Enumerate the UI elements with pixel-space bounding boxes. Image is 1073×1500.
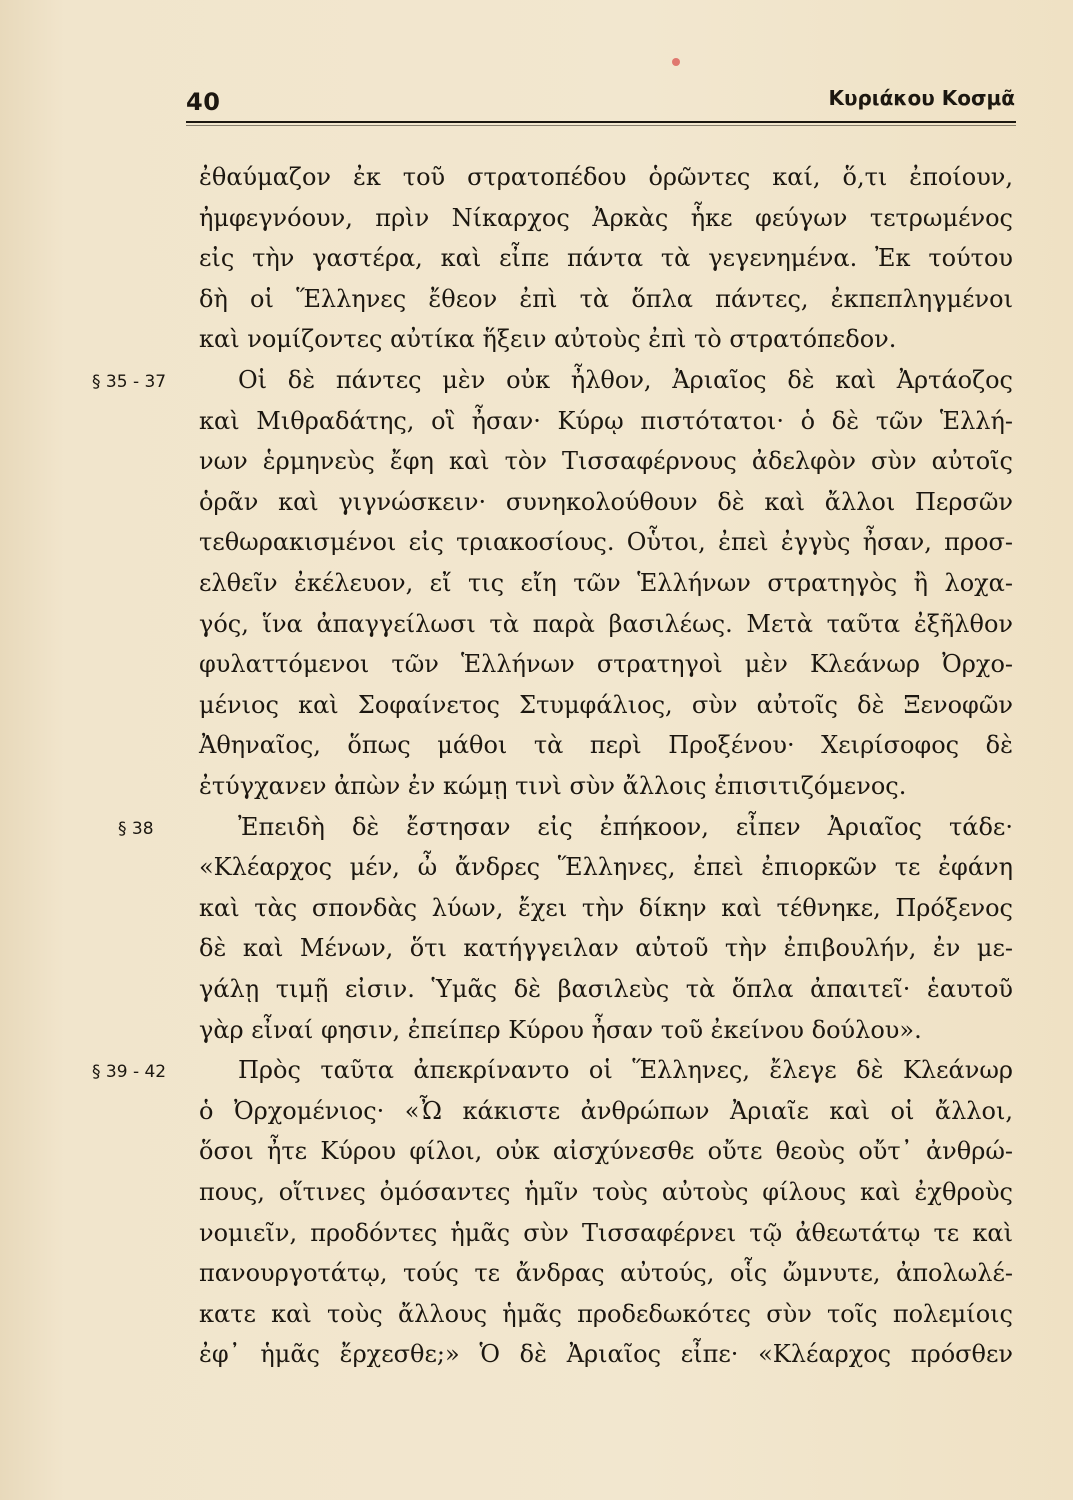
- text-line: τεθωρακισμένοι εἰς τριακοσίους. Οὗτοι, ἐπεὶ ἐγγὺς ἦσαν, προσ-: [199, 528, 1013, 557]
- text-line: Ἐπειδὴ δὲ ἔστησαν εἰς ἐπήκοον, εἶπεν Ἀριαῖος τάδε·: [238, 812, 1013, 841]
- text-line: «Κλέαρχος μέν, ὦ ἄνδρες Ἕλληνες, ἐπεὶ ἐπιορκῶν τε ἐφάνη: [199, 853, 1013, 882]
- text-line: ελθεῖν ἐκέλευον, εἴ τις εἴη τῶν Ἑλλήνων στρατηγὸς ἢ λοχα-: [199, 569, 1013, 597]
- text-line: ὁρᾶν καὶ γιγνώσκειν· συνηκολούθουν δὲ καὶ ἄλλοι Περσῶν: [199, 487, 1013, 516]
- text-line: δὴ οἱ Ἕλληνες ἔθεον ἐπὶ τὰ ὅπλα πάντες, ἐκπεπληγμένοι: [199, 284, 1013, 313]
- text-line: Ἀθηναῖος, ὅπως μάθοι τὰ περὶ Προξένου· Χειρίσοφος δὲ: [199, 731, 1013, 760]
- text-line: καὶ τὰς σπονδὰς λύων, ἔχει τὴν δίκην καὶ τέθνηκε, Πρόξενος: [199, 893, 1013, 922]
- text-line: ὁ Ὀρχομένιος· «Ὦ κάκιστε ἀνθρώπων Ἀριαῖε καὶ οἱ ἄλλοι,: [199, 1096, 1013, 1125]
- text-line: Οἱ δὲ πάντες μὲν οὐκ ἦλθον, Ἀριαῖος δὲ καὶ Ἀρτάοζος: [238, 366, 1013, 394]
- text-line: πανουργοτάτῳ, τούς τε ἄνδρας αὐτούς, οἷς ὤμνυτε, ἀπολωλέ-: [199, 1259, 1013, 1288]
- text-line: νων ἑρμηνεὺς ἔφη καὶ τὸν Τισσαφέρνους ἀδελφὸν σὺν αὐτοῖς: [199, 447, 1013, 476]
- text-line: ὅσοι ἦτε Κύρου φίλοι, οὐκ αἰσχύνεσθε οὔτε θεοὺς οὔτ᾽ ἀνθρώ-: [199, 1137, 1013, 1166]
- text-line: γὰρ εἶναί φησιν, ἐπείπερ Κύρου ἦσαν τοῦ ἐκείνου δούλου».: [199, 1015, 922, 1044]
- text-line: κατε καὶ τοὺς ἄλλους ἡμᾶς προδεδωκότες σὺν τοῖς πολεμίοις: [199, 1299, 1013, 1328]
- text-line: Πρὸς ταῦτα ἀπεκρίναντο οἱ Ἕλληνες, ἔλεγε δὲ Κλεάνωρ: [238, 1056, 1013, 1085]
- text-line: μένιος καὶ Σοφαίνετος Στυμφάλιος, σὺν αὐτοῖς δὲ Ξενοφῶν: [199, 690, 1013, 719]
- text-line: ἐθαύμαζον ἐκ τοῦ στρατοπέδου ὁρῶντες καί, ὅ,τι ἐποίουν,: [199, 163, 1013, 191]
- text-line: καὶ Μιθραδάτης, οἳ ἦσαν· Κύρῳ πιστότατοι· ὁ δὲ τῶν Ἑλλή-: [199, 406, 1013, 435]
- header-rule-secondary: [186, 125, 1016, 126]
- text-line: ἠμφεγνόουν, πρὶν Νίκαρχος Ἀρκὰς ἧκε φεύγων τετρωμένος: [199, 203, 1013, 232]
- running-head: Κυριάκου Κοσμᾶ: [828, 86, 1015, 110]
- text-line: ἐφ᾽ ἡμᾶς ἔρχεσθε;» Ὁ δὲ Ἀριαῖος εἶπε· «Κλέαρχος πρόσθεν: [199, 1340, 1013, 1369]
- section-ref: § 35 - 37: [92, 372, 167, 392]
- section-ref: § 38: [118, 818, 154, 839]
- red-ink-dot: [672, 58, 680, 66]
- text-line: φυλαττόμενοι τῶν Ἑλλήνων στρατηγοὶ μὲν Κλεάνωρ Ὀρχο-: [199, 650, 1013, 679]
- text-line: πους, οἵτινες ὀμόσαντες ἡμῖν τοὺς αὐτοὺς φίλους καὶ ἐχθροὺς: [199, 1178, 1013, 1206]
- text-line: γός, ἵνα ἀπαγγείλωσι τὰ παρὰ βασιλέως. Μετὰ ταῦτα ἐξῆλθον: [199, 609, 1013, 638]
- text-line: γάλῃ τιμῇ εἰσιν. Ὑμᾶς δὲ βασιλεὺς τὰ ὅπλα ἀπαιτεῖ· ἑαυτοῦ: [199, 975, 1013, 1003]
- page-number: 40: [186, 88, 221, 116]
- section-ref: § 39 - 42: [92, 1062, 167, 1083]
- text-line: ἐτύγχανεν ἀπὼν ἐν κώμῃ τινὶ σὺν ἄλλοις ἐπισιτιζόμενος.: [199, 772, 907, 800]
- text-line: εἰς τὴν γαστέρα, καὶ εἶπε πάντα τὰ γεγενημένα. Ἐκ τούτου: [199, 244, 1013, 273]
- text-line: νομιεῖν, προδόντες ἡμᾶς σὺν Τισσαφέρνει τῷ ἀθεωτάτῳ τε καὶ: [199, 1218, 1013, 1247]
- text-line: δὲ καὶ Μένων, ὅτι κατήγγειλαν αὐτοῦ τὴν ἐπιβουλήν, ἐν με-: [199, 934, 1013, 963]
- header-rule: [186, 121, 1016, 123]
- text-line: καὶ νομίζοντες αὐτίκα ἥξειν αὐτοὺς ἐπὶ τὸ στρατόπεδον.: [199, 325, 897, 354]
